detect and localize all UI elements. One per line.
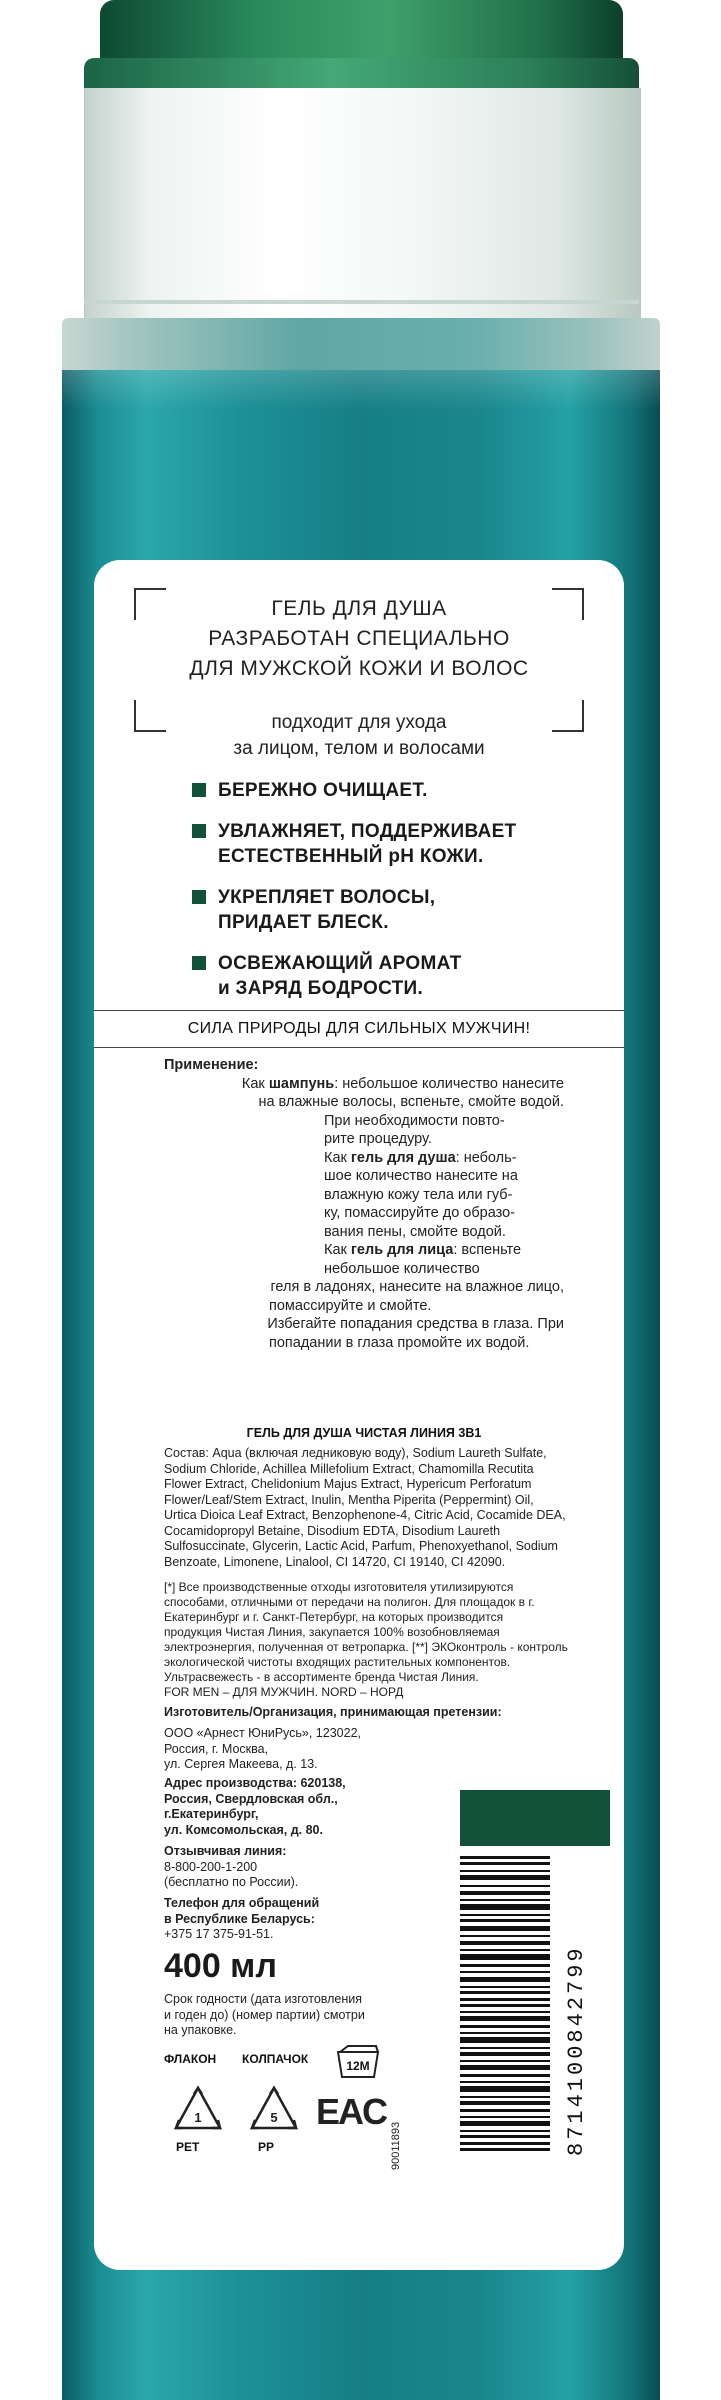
expiry-line: Срок годности (дата изготовления [164,1992,363,2006]
manufacturer-line: Россия, г. Москва, [164,1741,269,1756]
hotline-line: (бесплатно по России). [164,1875,299,1889]
usage-text: рите процедуру. [324,1131,432,1147]
usage-lead: Как [324,1149,351,1166]
benefit-item [192,819,612,869]
cap-seam [84,300,639,304]
label-subtitle [134,710,584,762]
recycle-pet-code: PET [176,2140,200,2154]
usage-warning: попадании в глаза промойте их водой. [269,1334,530,1351]
composition-line: Benzoate, Limonene, Linalool, CI 14720, CI 19140, CI 42090. [164,1554,506,1569]
bullet-square-icon [192,956,206,970]
svg-text:5: 5 [270,2110,278,2125]
note-line: [*] Все производственные отходы изготовителя утилизируются [164,1580,514,1594]
production-line: г.Екатеринбург, [164,1807,259,1821]
recycle-pet-icon [168,2084,228,2138]
volume: 400 мл [164,1947,277,1985]
usage-text: При необходимости повто- [324,1112,505,1129]
usage-shampoo-line [164,1075,564,1094]
hotline-title: Отзывчивая линия: [164,1844,287,1858]
usage-text: : неболь- [455,1149,517,1166]
label-headline [134,594,584,684]
production-address [164,1776,454,1838]
bottle-shoulder [62,370,660,410]
production-line: Россия, Свердловская обл., [164,1791,338,1806]
subtitle-line: подходит для ухода [271,712,447,733]
cap-clear-part [84,88,641,324]
production-line: Адрес производства: 620138, [164,1776,346,1790]
bottle-neck [62,318,660,378]
note-line: Екатеринбург и г. Санкт-Петербург, на которых производится [164,1610,504,1624]
belarus-title: Телефон для обращений [164,1896,320,1910]
usage-shower-line [164,1149,564,1168]
expiry-line: и годен до) (номер партии) смотри [164,2007,365,2022]
usage-warning: Избегайте попадания средства в глаза. При [267,1316,564,1332]
benefit-text: УВЛАЖНЯЕТ, ПОДДЕРЖИВАЕТ [218,821,517,842]
usage-block [164,1056,564,1352]
composition-line: Состав: Aqua (включая ледниковую воду), Sodium Laureth Sulfate, [164,1446,547,1460]
subtitle-line: за лицом, телом и волосами [233,738,485,759]
usage-bold: гель для лица [350,1242,454,1258]
composition-line: Flower/Leaf/Stem Extract, Inulin, Mentha Piperita (Peppermint) Oil, [164,1492,534,1507]
usage-lead: Как [241,1075,269,1092]
period-after-opening: 12M [346,2059,370,2073]
usage-text: небольшое количество [324,1260,480,1277]
belarus-title: в Республике Беларусь: [164,1911,315,1926]
expiry-info [164,1992,444,2039]
recycle-pp-icon [244,2084,304,2138]
eac-mark: EAC [316,2091,387,2132]
benefit-item [192,951,612,1001]
svg-text:1: 1 [194,2110,202,2125]
note-line: электроэнергия, полученная от ветропарка. [**] ЭКОконтроль - контроль [164,1640,568,1654]
headline-line: РАЗРАБОТАН СПЕЦИАЛЬНО [208,627,510,650]
hotline-line: 8-800-200-1-200 [164,1859,258,1874]
usage-lead: Как [324,1242,351,1258]
benefit-text: ЕСТЕСТВЕННЫЙ pH КОЖИ. [218,846,484,867]
slogan: СИЛА ПРИРОДЫ ДЛЯ СИЛЬНЫХ МУЖЧИН! [94,1010,624,1048]
composition-line: Cocamidopropyl Betaine, Disodium EDTA, Disodium Laureth [164,1523,501,1538]
barcode-number-wrap [564,1856,594,2156]
composition [164,1446,604,1570]
benefit-text: ПРИДАЕТ БЛЕСК. [218,912,389,933]
bullet-square-icon [192,824,206,838]
usage-text: : небольшое количество нанесите [334,1075,564,1092]
usage-text: на влажные волосы, вспеньте, смойте водой. [258,1094,564,1110]
bullet-square-icon [192,890,206,904]
composition-line: Flower Extract, Chelidonium Majus Extract, Hypericum Perforatum [164,1477,532,1491]
barcode-color-box [460,1790,610,1846]
cap-flare [84,58,639,92]
manufacturer-line: ООО «Арнест ЮниРусь», 123022, [164,1726,361,1740]
benefit-text: и ЗАРЯД БОДРОСТИ. [218,978,424,999]
composition-line: Sodium Chloride, Achillea Millefolium Extract, Chamomilla Recutita [164,1461,534,1476]
note-line: экологической чистоты входящих растительных компонентов. [164,1655,511,1669]
usage-text: ку, помассируйте до образо- [324,1205,515,1221]
note-line: FOR MEN – ДЛЯ МУЖЧИН. NORD – НОРД [164,1685,404,1699]
gost-code-wrap [390,2080,410,2170]
benefit-text: УКРЕПЛЯЕТ ВОЛОСЫ, [218,887,436,908]
headline-line: ГЕЛЬ ДЛЯ ДУША [271,597,447,620]
usage-text: шое количество нанесите на [324,1168,518,1184]
benefit-text: БЕРЕЖНО ОЧИЩАЕТ. [218,780,428,801]
usage-bold: шампунь [268,1075,335,1092]
headline-line: ДЛЯ МУЖСКОЙ КОЖИ И ВОЛОС [189,657,529,680]
note-line: способами, отличными от передачи на полигон. Для площадок в г. [164,1595,535,1609]
product-name: ГЕЛЬ ДЛЯ ДУША ЧИСТАЯ ЛИНИЯ 3В1 [246,1426,482,1440]
expiry-line: на упаковке. [164,2023,237,2037]
bullet-square-icon [192,783,206,797]
benefit-item [192,778,612,803]
barcode-number: 8714100842799 [564,1945,589,2156]
manufacturer-title: Изготовитель/Организация, принимающая претензии: [164,1705,502,1719]
usage-text: помассируйте и смойте. [269,1297,432,1314]
usage-text: геля в ладонях, нанесите на влажное лицо, [270,1279,564,1295]
product-label [94,560,624,2270]
benefit-list [192,778,612,1017]
benefit-text: ОСВЕЖАЮЩИЙ АРОМАТ [218,953,462,974]
production-line: ул. Комсомольская, д. 80. [164,1822,323,1837]
usage-bold: гель для душа [350,1149,456,1166]
usage-text: : вспеньте [453,1242,522,1258]
usage-text: вания пены, смойте водой. [324,1223,506,1240]
note-line: продукция Чистая Линия, закупается 100% возобновляемая [164,1625,500,1639]
usage-title: Применение: [164,1057,259,1073]
gost-code: 90011893 [390,2121,402,2170]
manufacturer-line: ул. Сергея Макеева, д. 13. [164,1757,318,1771]
notes [164,1580,604,1700]
pack-label-bottle: ФЛАКОН [164,2052,217,2066]
belarus-contact [164,1896,454,1943]
usage-face-line [164,1241,564,1260]
belarus-phone: +375 17 375-91-51. [164,1927,274,1941]
benefit-item [192,885,612,935]
note-line: Ультрасвежесть - в ассортименте бренда Чистая Линия. [164,1670,479,1684]
composition-line: Sulfosuccinate, Glycerin, Lactic Acid, Parfum, Phenoxyethanol, Sodium [164,1539,558,1553]
hotline [164,1844,454,1891]
usage-text: влажную кожу тела или губ- [324,1186,513,1203]
pack-label-cap: КОЛПАЧОК [242,2052,309,2066]
recycle-pp-code: PP [258,2140,275,2154]
manufacturer [164,1726,454,1773]
composition-line: Urtica Dioica Leaf Extract, Benzophenone-4, Citric Acid, Cocamide DEA, [164,1508,566,1522]
